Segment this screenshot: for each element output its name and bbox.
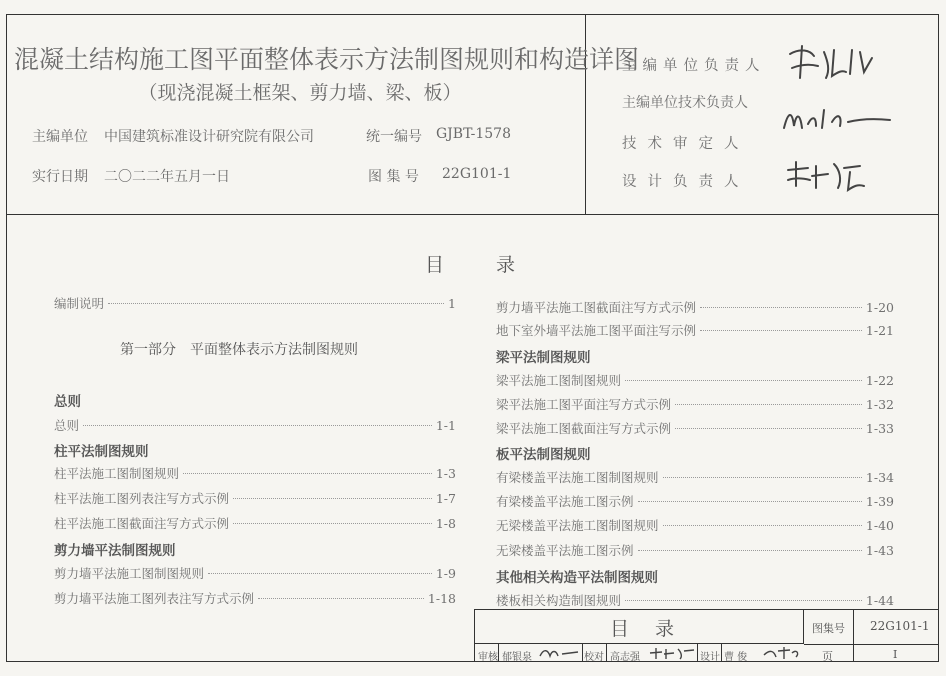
title-block-atlas-value: 22G101-1 [870,619,930,633]
org-label: 主编单位 [32,129,88,145]
toc-entry[interactable]: 地下室外墙平法施工图平面注写示例 1-21 [496,323,894,338]
review-name: 郁银泉 [502,652,532,663]
title-block-page-value: I [893,648,898,661]
toc-entry[interactable]: 剪力墙平法施工图截面注写方式示例 1-20 [496,300,894,315]
atlas-value: 22G101-1 [442,166,512,182]
date-label: 实行日期 [32,169,88,185]
design-signature [762,645,802,661]
design-label: 设计 [700,652,720,663]
date-value: 二〇二二年五月一日 [104,169,230,185]
toc-entry[interactable]: 总则 1-1 [54,418,456,433]
strip-sep [606,644,607,662]
role-design-lead: 设计负责人 [622,174,750,190]
toc-entry[interactable]: 楼板相关构造制图规则 1-44 [496,593,894,608]
toc-entry[interactable]: 剪力墙平法施工图制图规则 1-9 [54,566,456,581]
signature-design-lead [780,156,880,196]
header-bottom-rule [6,214,939,215]
review-label: 审核 [478,652,498,663]
toc-entry[interactable]: 有梁楼盖平法施工图示例 1-39 [496,494,894,509]
signature-technical-lead [780,98,900,138]
atlas-label: 图 集 号 [368,169,419,185]
role-technical-lead: 主编单位技术负责人 [622,95,748,111]
toc-title-left: 目 [425,254,445,276]
code-value: GJBT-1578 [436,126,511,142]
section-heading: 梁平法制图规则 [496,350,591,366]
section-heading: 剪力墙平法制图规则 [54,543,176,559]
subtitle: （现浇混凝土框架、剪力墙、梁、板） [138,82,462,104]
check-name: 高志强 [610,652,640,663]
section-heading: 板平法制图规则 [496,447,591,463]
role-chief-editor-unit: 主编单位负责人 [622,58,766,74]
check-signature [648,645,696,661]
title-block-hline [804,644,939,645]
main-title: 混凝土结构施工图平面整体表示方法制图规则和构造详图 [14,45,640,74]
review-signature [538,646,580,660]
toc-entry[interactable]: 梁平法施工图截面注写方式示例 1-33 [496,421,894,436]
strip-sep [498,644,499,662]
section-heading: 柱平法制图规则 [54,444,149,460]
toc-entry[interactable]: 编制说明 1 [54,296,456,311]
toc-entry[interactable]: 柱平法施工图截面注写方式示例 1-8 [54,516,456,531]
toc-title-right: 录 [496,254,516,276]
toc-entry[interactable]: 柱平法施工图列表注写方式示例 1-7 [54,491,456,506]
title-block-page-label: 页 [822,650,833,663]
toc-entry[interactable]: 剪力墙平法施工图列表注写方式示例 1-18 [54,591,456,606]
check-label: 校对 [584,652,604,663]
title-block-title: 目 录 [610,618,685,640]
strip-sep [721,644,722,662]
toc-entry[interactable]: 无梁楼盖平法施工图示例 1-43 [496,543,894,558]
section-heading: 总则 [54,394,81,410]
code-label: 统一编号 [366,129,422,145]
role-technical-reviewer: 技术审定人 [622,136,750,152]
title-block-atlas-label: 图集号 [812,622,845,635]
strip-sep [697,644,698,662]
part-title: 第一部分 平面整体表示方法制图规则 [120,342,358,358]
toc-entry[interactable]: 梁平法施工图制图规则 1-22 [496,373,894,388]
design-name: 曹 俊 [724,652,748,663]
toc-entry[interactable]: 有梁楼盖平法施工图制图规则 1-34 [496,470,894,485]
toc-entry[interactable]: 梁平法施工图平面注写方式示例 1-32 [496,397,894,412]
org-value: 中国建筑标准设计研究院有限公司 [104,129,314,145]
signature-chief-editor [780,42,890,84]
toc-entry[interactable]: 柱平法施工图制图规则 1-3 [54,466,456,481]
section-heading: 其他相关构造平法制图规则 [496,570,658,586]
toc-entry[interactable]: 无梁楼盖平法施工图制图规则 1-40 [496,518,894,533]
strip-sep [582,644,583,662]
